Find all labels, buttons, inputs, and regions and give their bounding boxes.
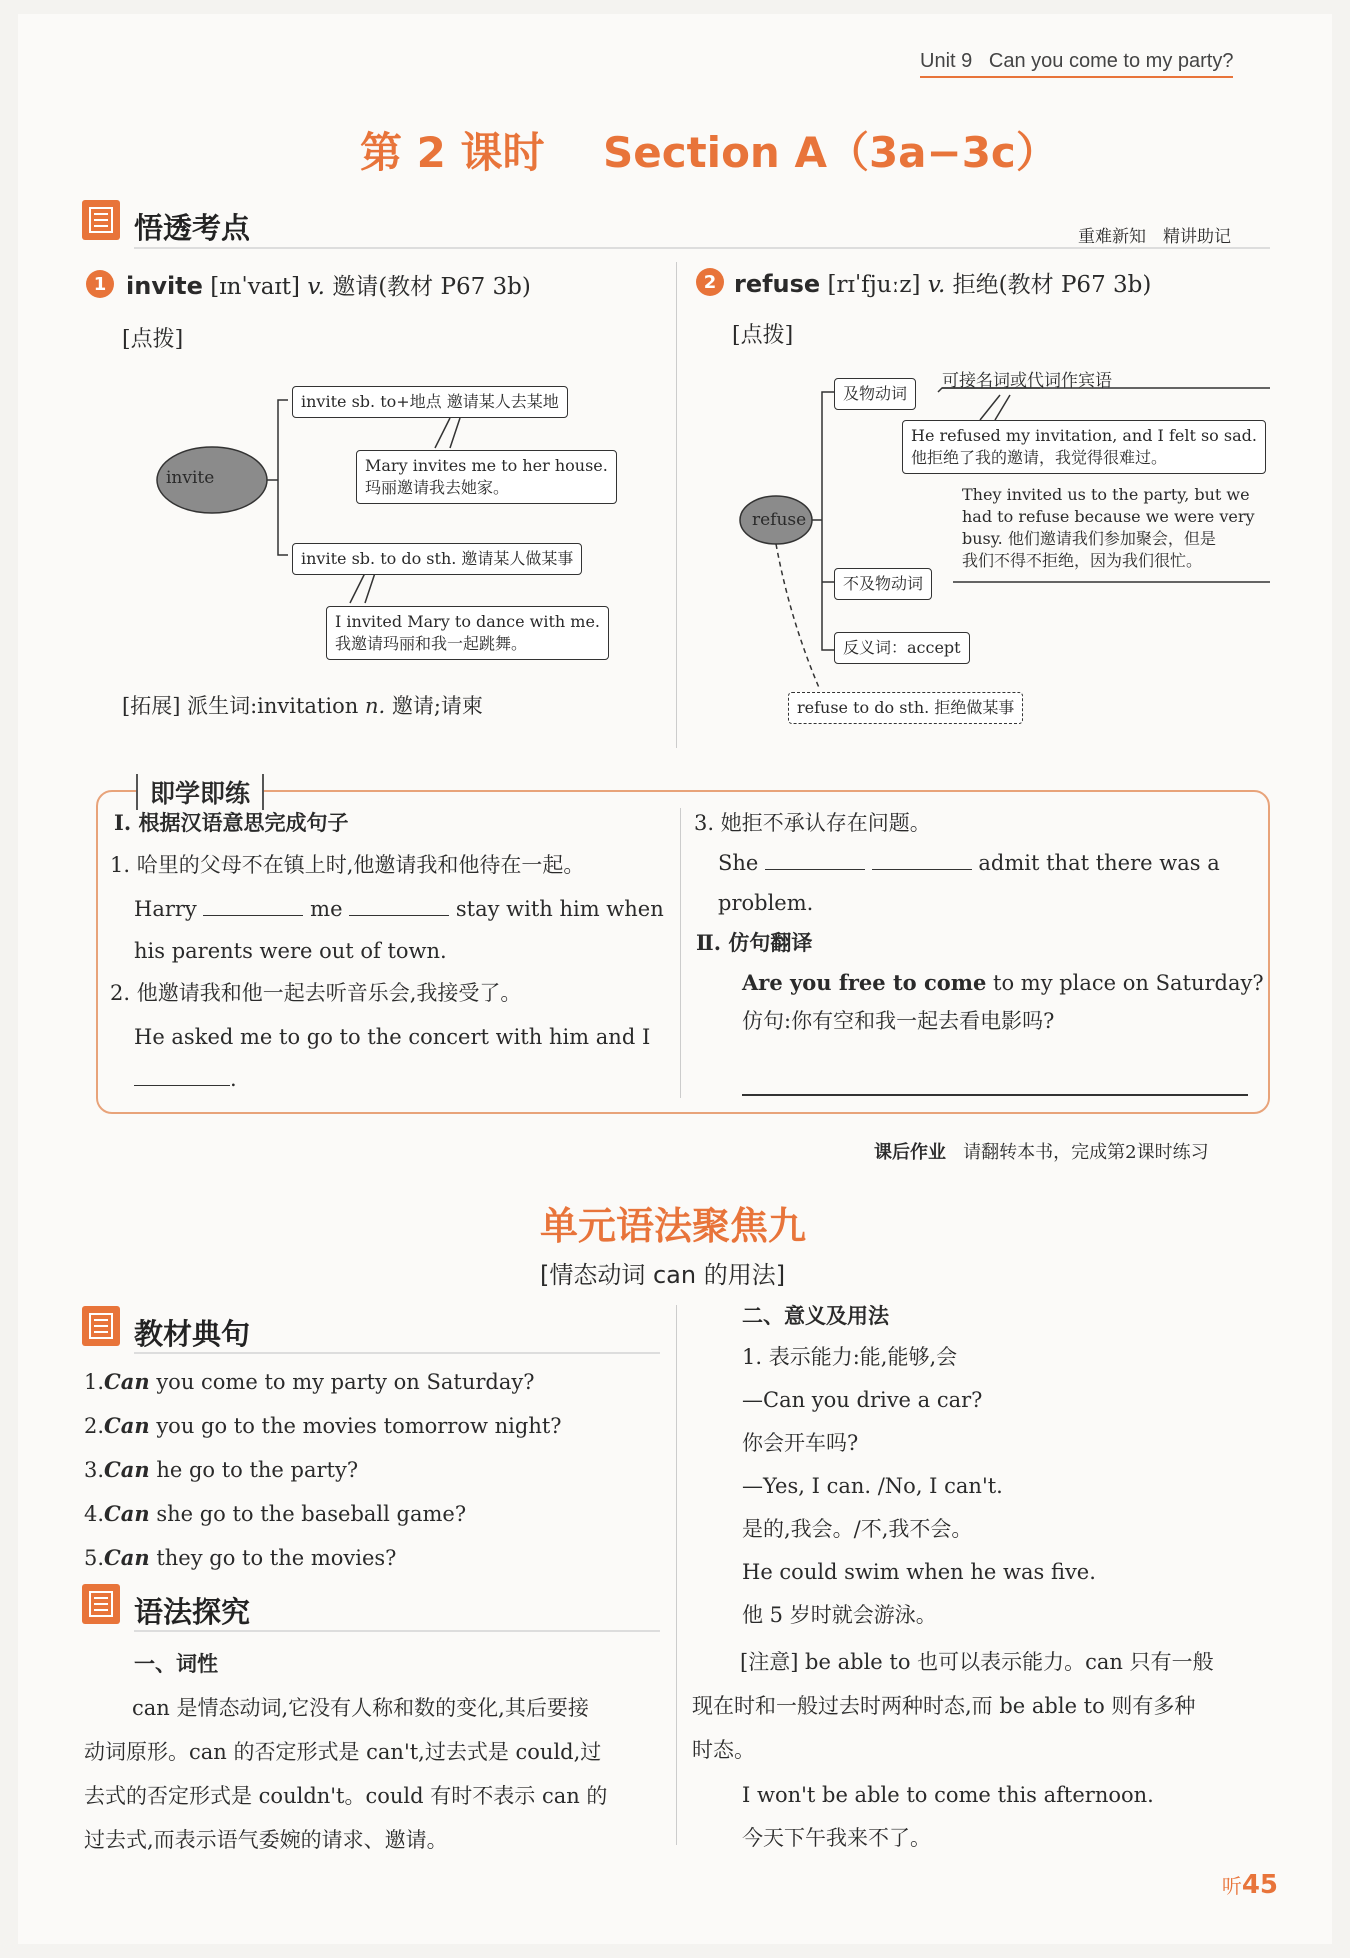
practice-title: 即学即练 xyxy=(136,774,264,810)
point-2-phonetic: [rɪˈfjuːz] xyxy=(827,272,921,298)
explore-book-icon xyxy=(82,1584,120,1624)
refuse-intransitive-line-4: 我们不得不拒绝，因为我们很忙。 xyxy=(962,551,1203,570)
extension-meaning: 邀请;请柬 xyxy=(391,694,483,718)
grammar-subtitle: [情态动词 can 的用法] xyxy=(540,1261,786,1289)
practice-q3-answer-line xyxy=(718,846,1220,880)
invite-example-2-en: I invited Mary to dance with me. xyxy=(335,612,601,631)
extension-label: [拓展] xyxy=(122,694,181,718)
usage-line: 他 5 岁时就会游泳。 xyxy=(742,1603,937,1627)
column-divider xyxy=(676,262,677,748)
paragraph-line: 动词原形。can 的否定形式是 can't,过去式是 could,过 xyxy=(84,1740,602,1764)
point-1-tip-label: [点拨] xyxy=(122,327,184,352)
refuse-center-node: refuse xyxy=(752,510,807,530)
usage-line: —Yes, I can. /No, I can't. xyxy=(742,1474,1003,1498)
list-item: 3.Can he go to the party? xyxy=(84,1457,359,1482)
q1-blank-2[interactable] xyxy=(349,914,449,916)
refuse-antonym-node: 反义词：accept xyxy=(834,632,970,664)
point-1-badge: 1 xyxy=(86,270,114,298)
practice-q2-blank-line xyxy=(134,1062,237,1096)
section-title-textbook-sentences: 教材典句 xyxy=(134,1317,251,1351)
page-prefix: 听 xyxy=(1221,1874,1242,1898)
practice-answer-line[interactable] xyxy=(742,1094,1248,1096)
unit-title: Can you come to my party? xyxy=(988,50,1234,72)
homework-text: 请翻转本书，完成第2课时练习 xyxy=(963,1142,1209,1163)
usage-line: He could swim when he was five. xyxy=(742,1560,1096,1584)
invite-example-1-en: Mary invites me to her house. xyxy=(365,456,608,475)
model-bold-phrase: Are you free to come xyxy=(742,970,987,995)
model-rest: to my place on Saturday? xyxy=(986,971,1264,995)
q1-blank-1[interactable] xyxy=(203,914,303,916)
practice-imitation: 仿句:你有空和我一起去看电影吗? xyxy=(742,1009,1055,1033)
grammar-note xyxy=(692,1640,1282,1772)
invite-example-1-zh: 玛丽邀请我去她家。 xyxy=(365,478,510,497)
usage-line: 今天下午我来不了。 xyxy=(742,1826,931,1850)
point-2-tip-label: [点拨] xyxy=(732,323,794,348)
invite-center-node: invite xyxy=(166,468,215,488)
section-book-icon xyxy=(82,200,120,240)
point-2-heading xyxy=(734,266,1151,299)
section-tag: 重难新知 精讲助记 xyxy=(1078,227,1231,247)
q3-text-a: She xyxy=(718,851,759,875)
unit-label: Unit 9 xyxy=(920,50,973,72)
extension-pos: n. xyxy=(364,694,386,718)
point-1-phonetic: [ɪnˈvaɪt] xyxy=(210,274,300,300)
refuse-intransitive-node: 不及物动词 xyxy=(834,568,932,600)
q1-text-b: me xyxy=(310,897,343,921)
q3-blank-2[interactable] xyxy=(872,868,972,870)
grammar-paragraph-1 xyxy=(84,1686,668,1862)
q1-text-c: stay with him when xyxy=(455,897,664,921)
refuse-intransitive-line-3: busy. 他们邀请我们参加聚会，但是 xyxy=(962,529,1216,548)
grammar-column-divider xyxy=(676,1305,677,1845)
practice-q2-answer-line: He asked me to go to the concert with him and I xyxy=(134,1025,651,1049)
usage-line: 你会开车吗? xyxy=(742,1431,859,1455)
textbook-book-icon xyxy=(82,1306,120,1346)
note-line: 现在时和一般过去时两种时态,而 be able to 则有多种 xyxy=(692,1694,1196,1718)
point-1-meaning: 邀请(教材 P67 3b) xyxy=(332,274,531,300)
invite-example-2 xyxy=(326,606,609,660)
usage-line: 是的,我会。/不,我不会。 xyxy=(742,1517,973,1541)
q1-text-a: Harry xyxy=(134,897,197,921)
list-item: 4.Can she go to the baseball game? xyxy=(84,1501,467,1526)
grammar-title: 单元语法聚焦九 xyxy=(540,1204,807,1248)
running-header xyxy=(920,50,1233,78)
refuse-transitive-note: 可接名词或代词作宾语 xyxy=(942,371,1112,391)
list-item: 1.Can you come to my party on Saturday? xyxy=(84,1369,535,1394)
paragraph-line: 去式的否定形式是 couldn't。could 有时不表示 can 的 xyxy=(84,1784,608,1808)
usage-line: I won't be able to come this afternoon. xyxy=(742,1783,1154,1807)
page-number xyxy=(1222,1870,1278,1900)
q2-period: . xyxy=(230,1067,237,1091)
practice-q1-answer-line xyxy=(134,892,664,926)
grammar-usage-list xyxy=(742,1336,1096,1637)
invite-branch-do: invite sb. to do sth. 邀请某人做某事 xyxy=(292,543,582,575)
point-1-word: invite xyxy=(126,272,203,300)
q2-blank[interactable] xyxy=(134,1084,230,1086)
usage-line: —Can you drive a car? xyxy=(742,1388,983,1412)
practice-divider xyxy=(680,808,681,1098)
usage-line: 1. 表示能力:能,能够,会 xyxy=(742,1345,958,1369)
paragraph-line: 过去式,而表示语气委婉的请求、邀请。 xyxy=(84,1828,448,1852)
refuse-intransitive-line-1: They invited us to the party, but we xyxy=(962,485,1250,504)
point-1-heading xyxy=(126,268,531,301)
practice-part-2: Ⅱ. 仿句翻译 xyxy=(696,930,813,955)
refuse-intransitive-line-2: had to refuse because we were very xyxy=(962,507,1255,526)
refuse-transitive-example xyxy=(902,420,1266,474)
note-line: [注意] be able to 也可以表示能力。can 只有一般 xyxy=(740,1650,1214,1674)
homework-note xyxy=(874,1138,1209,1164)
practice-q3: 3. 她拒不承认存在问题。 xyxy=(694,811,931,835)
practice-part-1: Ⅰ. 根据汉语意思完成句子 xyxy=(114,810,349,835)
note-line: 时态。 xyxy=(692,1738,755,1762)
section-title-grammar-explore: 语法探究 xyxy=(134,1595,251,1629)
refuse-transitive-node: 及物动词 xyxy=(834,378,916,410)
q3-text-b: admit that there was a xyxy=(978,851,1220,875)
extension-text: 派生词:invitation xyxy=(187,694,359,718)
lesson-number: 第 2 课时 xyxy=(360,128,545,177)
point-2-word: refuse xyxy=(734,270,821,298)
textbook-sentence-list xyxy=(84,1360,562,1580)
textbook-rule xyxy=(134,1352,660,1354)
list-item: 2.Can you go to the movies tomorrow night? xyxy=(84,1413,562,1438)
paragraph-line: can 是情态动词,它没有人称和数的变化,其后要接 xyxy=(132,1696,589,1720)
refuse-transitive-example-zh: 他拒绝了我的邀请，我觉得很难过。 xyxy=(911,448,1168,467)
page-number-value: 45 xyxy=(1241,1870,1278,1900)
practice-q3-continue: problem. xyxy=(718,891,814,915)
practice-q1-continue: his parents were out of town. xyxy=(134,939,447,963)
refuse-transitive-example-en: He refused my invitation, and I felt so sad. xyxy=(911,426,1257,445)
practice-q2: 2. 他邀请我和他一起去听音乐会,我接受了。 xyxy=(110,981,522,1005)
invite-example-2-zh: 我邀请玛丽和我一起跳舞。 xyxy=(335,634,528,653)
point-1-pos: v. xyxy=(307,274,325,300)
section-rule xyxy=(134,247,1270,249)
section-name: Section A（3a−3c） xyxy=(602,128,1058,177)
grammar-example-2 xyxy=(742,1774,1154,1860)
point-2-badge: 2 xyxy=(696,268,724,296)
practice-q1: 1. 哈里的父母不在镇上时,他邀请我和他待在一起。 xyxy=(110,853,585,877)
list-item: 5.Can they go to the movies? xyxy=(84,1545,397,1570)
refuse-to-do-node: refuse to do sth. 拒绝做某事 xyxy=(788,692,1023,724)
lesson-title xyxy=(360,120,1058,180)
point-2-meaning: 拒绝(教材 P67 3b) xyxy=(952,272,1152,298)
invite-branch-place: invite sb. to+地点 邀请某人去某地 xyxy=(292,386,568,418)
practice-model-sentence xyxy=(742,966,1264,1000)
q3-blank-1[interactable] xyxy=(765,868,865,870)
grammar-heading-1: 一、词性 xyxy=(134,1652,218,1676)
homework-label: 课后作业 xyxy=(874,1142,946,1163)
grammar-heading-2: 二、意义及用法 xyxy=(742,1304,889,1328)
point-1-extension xyxy=(122,690,483,720)
section-title-key-points: 悟透考点 xyxy=(134,211,251,245)
explore-rule xyxy=(134,1630,660,1632)
invite-example-1 xyxy=(356,450,617,504)
point-2-pos: v. xyxy=(927,272,946,298)
refuse-intransitive-example xyxy=(962,484,1255,572)
